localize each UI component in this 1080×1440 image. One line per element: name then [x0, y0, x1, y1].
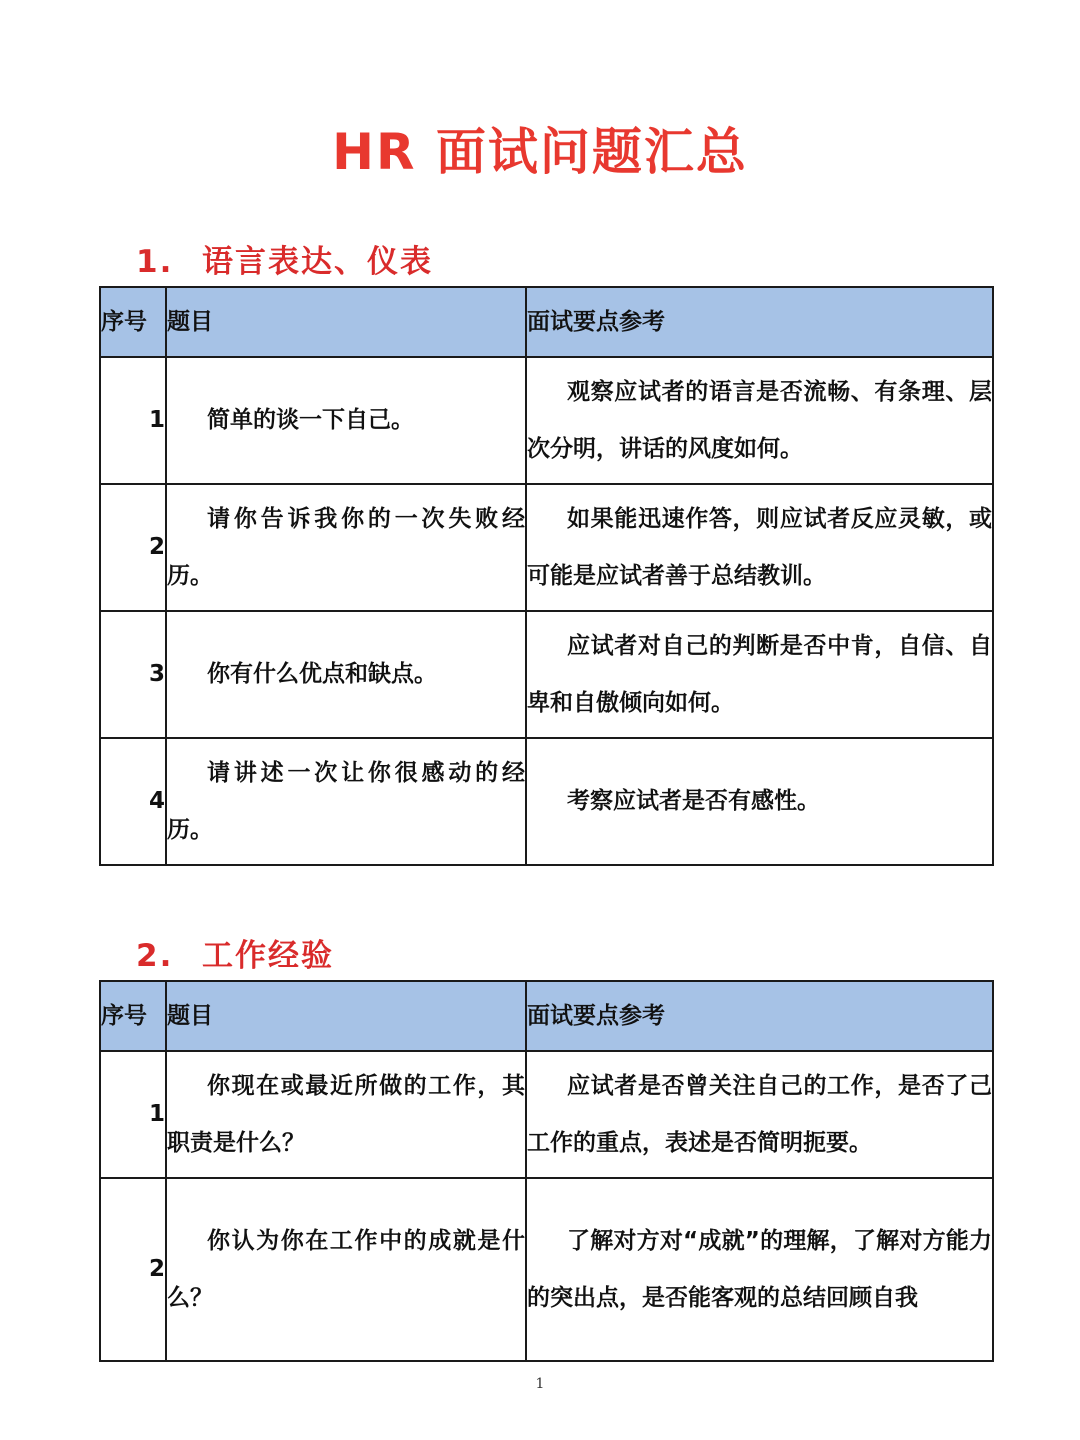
row-question: 你现在或最近所做的工作，其职责是什么？: [166, 1051, 526, 1178]
row-num: 3: [100, 611, 166, 738]
section-number: 1.: [136, 244, 174, 280]
row-question: 简单的谈一下自己。: [166, 357, 526, 484]
header-points: 面试要点参考: [526, 287, 993, 357]
header-question: 题目: [166, 287, 526, 357]
table-header-row: [100, 287, 993, 357]
row-num: 1: [100, 1051, 166, 1178]
row-points: 考察应试者是否有感性。: [526, 738, 993, 865]
row-points: 如果能迅速作答，则应试者反应灵敏，或可能是应试者善于总结教训。: [526, 484, 993, 611]
header-num: 序号: [100, 287, 166, 357]
header-points: 面试要点参考: [526, 981, 993, 1051]
table-row: [100, 1051, 993, 1178]
row-points: 观察应试者的语言是否流畅、有条理、层次分明，讲话的风度如何。: [526, 357, 993, 484]
row-num: 1: [100, 357, 166, 484]
row-question: 请讲述一次让你很感动的经历。: [166, 738, 526, 865]
section-heading-work-experience: [136, 930, 334, 975]
table-row: [100, 484, 993, 611]
page-number: 1: [535, 1376, 545, 1392]
table-row: [100, 611, 993, 738]
row-points: 应试者对自己的判断是否中肯，自信、自卑和自傲倾向如何。: [526, 611, 993, 738]
section-heading-language: [136, 236, 433, 281]
table-row: [100, 1178, 993, 1361]
table-row: [100, 357, 993, 484]
header-question: 题目: [166, 981, 526, 1051]
table-language-appearance: [99, 286, 994, 866]
row-num: 4: [100, 738, 166, 865]
section-number: 2.: [136, 938, 174, 974]
row-points: 了解对方对“成就”的理解，了解对方能力的突出点，是否能客观的总结回顾自我: [526, 1178, 993, 1361]
header-num: 序号: [100, 981, 166, 1051]
row-question: 你有什么优点和缺点。: [166, 611, 526, 738]
table-row: [100, 738, 993, 865]
row-question: 请你告诉我你的一次失败经历。: [166, 484, 526, 611]
table-header-row: [100, 981, 993, 1051]
page-title: HR 面试问题汇总: [332, 123, 748, 181]
row-num: 2: [100, 484, 166, 611]
row-question: 你认为你在工作中的成就是什么？: [166, 1178, 526, 1361]
row-points: 应试者是否曾关注自己的工作，是否了己工作的重点，表述是否简明扼要。: [526, 1051, 993, 1178]
section-title: 工作经验: [202, 938, 334, 974]
section-title: 语言表达、仪表: [202, 244, 433, 280]
row-num: 2: [100, 1178, 166, 1361]
table-work-experience: [99, 980, 994, 1362]
